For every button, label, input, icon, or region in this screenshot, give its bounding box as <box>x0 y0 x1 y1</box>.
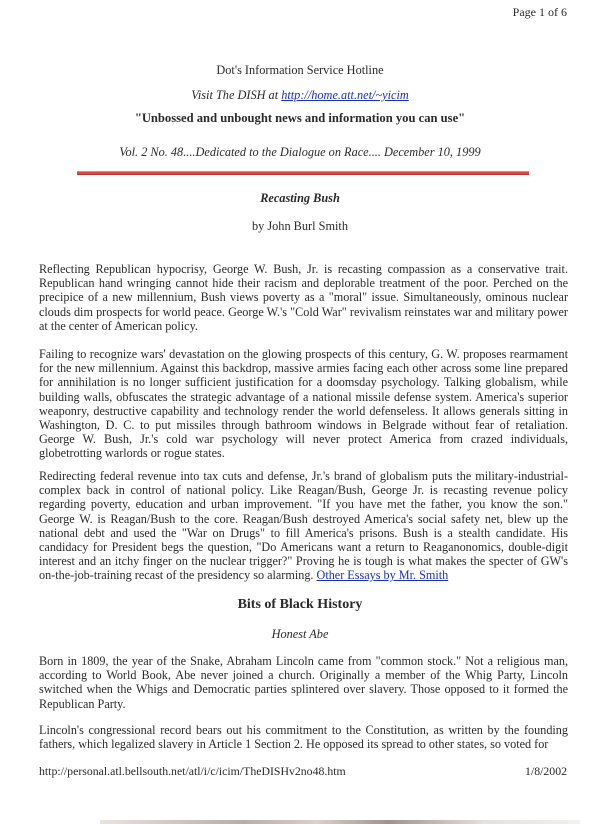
article-byline: by John Burl Smith <box>252 219 348 233</box>
page-indicator: Page 1 of 6 <box>512 5 567 19</box>
history-paragraph: Lincoln's congressional record bears out his commitment to the Constitution, as written by the founding fathers, which legalized slavery in Article 1 Section 2. He opposed its spread to other states, so voted for <box>39 723 568 752</box>
other-essays-link[interactable]: Other Essays by Mr. Smith <box>316 568 449 583</box>
visit-line <box>0 88 600 103</box>
issue-line: Vol. 2 No. 48....Dedicated to the Dialogue on Race.... December 10, 1999 <box>119 145 481 159</box>
section-title: Bits of Black History <box>237 597 363 612</box>
visit-prefix: Visit The DISH at <box>191 88 282 102</box>
footer-url: http://personal.atl.bellsouth.net/atl/i/c/icim/TheDISHv2no48.htm <box>39 764 346 778</box>
red-divider <box>77 171 529 175</box>
article-title: Recasting Bush <box>260 191 340 205</box>
article-paragraph <box>39 469 568 583</box>
footer-date: 1/8/2002 <box>525 764 567 778</box>
section-subtitle: Honest Abe <box>271 627 329 641</box>
article-paragraph: Reflecting Republican hypocrisy, George W. Bush, Jr. is recasting compassion as a conservative trait. Republican hand wringing cannot hide their racism and deplorable treatment of the poor. Perched on the precipice of a new millennium, Bush views poverty as a "moral" issue. Simultaneously, ominous nuclear clouds dim prospects for world peace. George W.'s "Cold War" revivalism reinstates war and military power at the center of American policy. <box>39 262 568 333</box>
article-paragraph-text: Redirecting federal revenue into tax cuts and defense, Jr.'s brand of globalism puts the military-industrial-complex back in control of national policy. Like Reagan/Bush, George Jr. is recasting revenue policy regarding poverty, education and urban improvement. "If you have met the father, you know the son." George W. is Reagan/Bush to the core. Reagan/Bush destroyed America's social safety net, blew up the national debt and used the "War on Drugs" to fill America's prisons. Bush is a stealth candidate. His candidacy for President begs the question, "Do Americans want a return to Reaganonomics, double-digit interest and an itchy finger on the nuclear trigger?" Proving he is tough is what makes the specter of GW's on-the-job-training recast of the presidency so alarming. <box>39 469 568 583</box>
home-link[interactable]: http://home.att.net/~yicim <box>281 88 409 102</box>
history-paragraph: Born in 1809, the year of the Snake, Abraham Lincoln came from "common stock." Not a religious man, according to World Book, Abe never joined a church. Originally a member of the Whig Party, Lincoln switched when the Whigs and Democratic parties splintered over slavery. Those opposed to it formed the Republican Party. <box>39 654 568 711</box>
article-paragraph: Failing to recognize wars' devastation on the glowing prospects of this century, G. W. proposes rearmament for the new millennium. Against this backdrop, massive armies facing each other across some line prepared for annihilation is no longer sufficient justification for a doomsday psychology. Talking globalism, while building walls, obfuscates the strategic advantage of a national missile defense system. America's superior weaponry, destructive capability and technology render the world defenseless. It allows generals sitting in Washington, D. C. to put missiles through bathroom windows in Belgrade without fear of retaliation. George W. Bush, Jr.'s cold war psychology will never protect America from crazed individuals, globetrotting warlords or rogue states. <box>39 347 568 461</box>
scan-edge <box>100 820 580 824</box>
newsletter-title: Dot's Information Service Hotline <box>216 63 384 77</box>
motto: "Unbossed and unbought news and information you can use" <box>134 111 466 125</box>
